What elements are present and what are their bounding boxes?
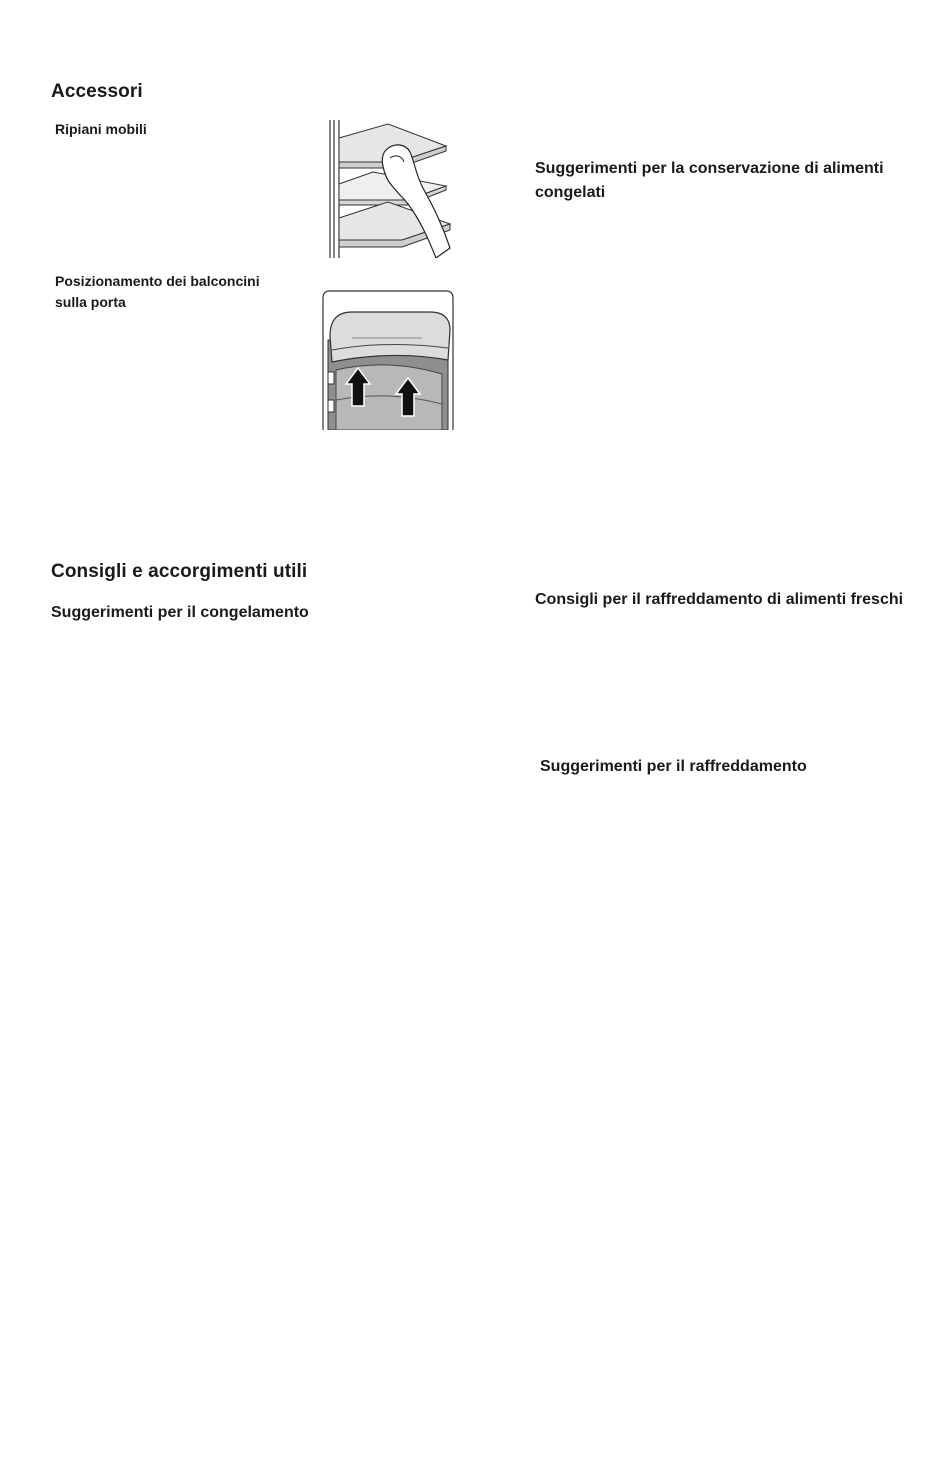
frozen-storage-line1: Suggerimenti per la conservazione di alimenti	[535, 160, 884, 177]
door-bins-label-line1: Posizionamento dei balconcini	[55, 273, 260, 289]
tips-heading: Consigli e accorgimenti utili	[51, 561, 308, 582]
fresh-cooling-heading: Consigli per il raffreddamento di alimenti freschi	[535, 591, 904, 608]
door-bins-label-line2: sulla porta	[55, 294, 126, 310]
door-bin	[330, 312, 450, 362]
cooling-tips-heading: Suggerimenti per il raffreddamento	[540, 758, 807, 775]
door-bin-illustration	[322, 290, 454, 430]
shelves-label: Ripiani mobili	[55, 121, 147, 137]
freezing-tips-heading: Suggerimenti per il congelamento	[51, 604, 309, 621]
shelf-removal-illustration	[328, 120, 453, 258]
cabinet-wall	[330, 120, 339, 258]
frozen-storage-line2: congelati	[535, 184, 606, 201]
door-bins-label	[55, 271, 305, 313]
accessories-heading: Accessori	[51, 81, 143, 102]
frozen-storage-heading	[535, 157, 935, 205]
